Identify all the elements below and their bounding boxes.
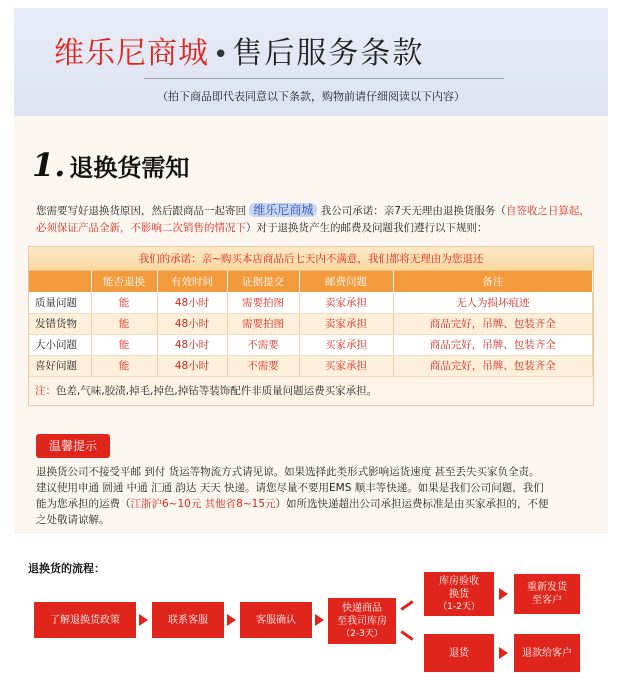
return-policy-panel <box>14 116 608 534</box>
page-title: 售后服务条款 <box>232 36 425 71</box>
tips-line <box>36 496 592 512</box>
flow-title: 退换货的流程： <box>28 562 105 575</box>
flow-step-return <box>424 634 494 672</box>
tips-line: 退换货公司不接受平邮 到付 货运等物流方式请见谅。如果选择此类形式影响运货速度 甚至丢失买家负全责。 <box>36 466 540 478</box>
table-cell: 商品完好，吊牌、包装齐全 <box>393 313 593 334</box>
table-cell: 不需要 <box>227 355 299 376</box>
promise-banner: 我们的承诺：亲~购买本店商品后七天内不满意，我们都将无理由为您退还 <box>29 247 593 271</box>
return-flow <box>14 546 608 684</box>
header-subtitle: （拍下商品即代表同意以下条款，购物前请仔细阅读以下内容） <box>157 90 465 103</box>
table-row <box>29 313 593 334</box>
table-cell: 买家承担 <box>299 334 393 355</box>
table-note <box>29 377 593 405</box>
note-text: 色差,气味,胶渍,掉毛,掉色,掉钻等装饰配件非质量问题运费买家承担。 <box>56 384 378 397</box>
arrow-up-right-icon <box>400 600 413 610</box>
table-cell: 48小时 <box>157 313 227 334</box>
flow-step-label: 换货 <box>449 588 469 600</box>
flow-step-inspect <box>424 572 494 616</box>
flow-step-duration: （2-3天） <box>341 628 383 639</box>
policy-table <box>29 271 593 377</box>
table-cell: 能 <box>91 292 157 313</box>
table-cell: 喜好问题 <box>29 355 91 376</box>
table-cell: 能 <box>91 334 157 355</box>
flow-step-policy <box>34 602 136 638</box>
table-cell: 无人为损坏痕迹 <box>393 292 593 313</box>
table-header-cell: 有效时间 <box>157 271 227 292</box>
flow-step-contact <box>152 602 224 638</box>
arrow-right-icon <box>139 614 148 626</box>
flow-step-label: 了解退换货政策 <box>50 614 120 626</box>
table-cell: 商品完好，吊牌、包装齐全 <box>393 355 593 376</box>
table-row <box>29 355 593 376</box>
page-header <box>14 8 608 116</box>
table-cell: 买家承担 <box>299 355 393 376</box>
note-label: 注： <box>35 384 56 397</box>
intro-brand-highlight: 维乐尼商城 <box>249 203 317 217</box>
flow-step-label: 重新发货 <box>527 582 567 593</box>
flow-step-refund <box>514 634 580 672</box>
tips-line: 之处敬请谅解。 <box>36 514 110 526</box>
table-row <box>29 334 593 355</box>
flow-step-label: 退款给客户 <box>522 647 572 659</box>
table-cell: 不需要 <box>227 334 299 355</box>
brand-name: 维乐尼商城 <box>54 36 209 71</box>
section-number: 1. <box>32 146 66 184</box>
flow-step-ship <box>328 598 396 644</box>
intro-text-3: ）对于退换货产生的邮费及问题我们遵行以下规则： <box>246 222 488 234</box>
table-cell: 发错货物 <box>29 313 91 334</box>
table-cell: 能 <box>91 313 157 334</box>
table-cell: 能 <box>91 355 157 376</box>
flow-step-label: 退货 <box>449 647 469 659</box>
intro-text-1: 您需要写好退换货原因，然后跟商品一起寄回 <box>36 205 246 217</box>
section-heading <box>32 146 189 184</box>
tips-paragraph <box>36 464 592 528</box>
arrow-right-icon <box>499 647 508 659</box>
table-header-cell: 能否退换 <box>91 271 157 292</box>
tips-badge: 温馨提示 <box>36 434 110 458</box>
intro-text-2: 我公司承诺：亲7天无理由退换货服务（ <box>320 205 506 217</box>
tips-line: 建议使用申通 圆通 中通 汇通 韵达 天天 快递。请您尽量不要用EMS 顺丰等快递。如果是我们公司问题，我们 <box>36 482 544 494</box>
flow-step-label: 至我司库房 <box>337 615 387 627</box>
table-cell: 大小问题 <box>29 334 91 355</box>
intro-red-condition: 自签收之日算起，必须保证产品全新，不影响二次销售的情况下 <box>36 205 590 234</box>
table-header-cell: 证据提交 <box>227 271 299 292</box>
header-divider <box>144 78 504 79</box>
table-row <box>29 292 593 313</box>
shipping-fee-highlight: 江浙沪6~10元 其他省8~15元 <box>130 498 276 510</box>
table-header-row <box>29 271 593 292</box>
flow-step-label: 联系客服 <box>168 614 208 626</box>
flow-step-label: 快递商品 <box>342 602 382 614</box>
table-cell: 质量问题 <box>29 292 91 313</box>
header-title-row <box>54 28 424 72</box>
table-header-cell: 备注 <box>393 271 593 292</box>
arrow-right-icon <box>499 588 508 600</box>
flow-step-reship <box>514 574 580 614</box>
flow-step-label: 客服确认 <box>256 614 296 626</box>
table-header-cell <box>29 271 91 292</box>
flow-step-confirm <box>240 602 312 638</box>
intro-paragraph <box>36 202 596 237</box>
title-separator: • <box>213 40 229 70</box>
table-cell: 商品完好，吊牌、包装齐全 <box>393 334 593 355</box>
flow-step-duration: （1-2天） <box>438 601 480 612</box>
table-cell: 48小时 <box>157 292 227 313</box>
flow-step-label: 至客户 <box>532 595 562 606</box>
arrow-right-icon <box>315 614 324 626</box>
table-cell: 需要拍图 <box>227 292 299 313</box>
tips-text: 能为您承担的运费（ <box>36 498 131 510</box>
table-cell: 48小时 <box>157 355 227 376</box>
section-title: 退换货需知 <box>69 153 190 182</box>
table-cell: 卖家承担 <box>299 313 393 334</box>
table-cell: 需要拍图 <box>227 313 299 334</box>
arrow-right-icon <box>227 614 236 626</box>
table-cell: 卖家承担 <box>299 292 393 313</box>
policy-table-container <box>28 246 594 406</box>
flow-step-label: 库房验收 <box>439 575 479 587</box>
table-header-cell: 邮费问题 <box>299 271 393 292</box>
table-cell: 48小时 <box>157 334 227 355</box>
arrow-down-right-icon <box>400 630 413 640</box>
tips-text: ）如所选快递超出公司承担运费标准是由买家承担的，不便 <box>275 498 549 510</box>
